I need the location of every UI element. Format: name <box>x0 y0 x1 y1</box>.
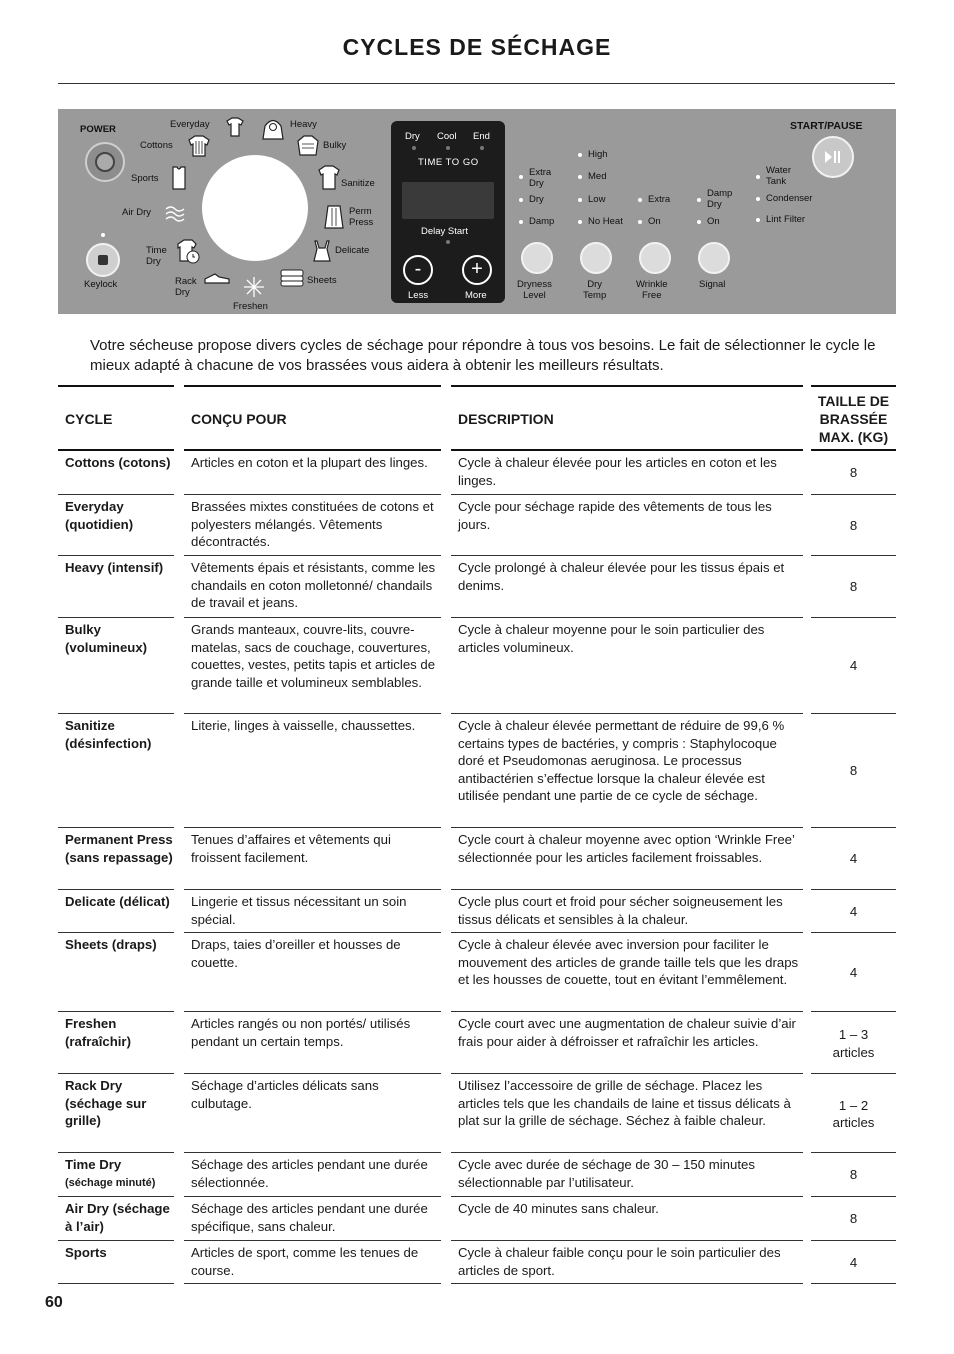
tshirt-icon <box>224 117 246 137</box>
row-divider <box>451 889 803 890</box>
row-divider <box>811 1073 896 1074</box>
row-divider <box>58 827 174 828</box>
cycle-max-load: 1 – 3 articles <box>832 1027 875 1060</box>
cycle-description: Cycle à chaleur élevée permettant de réduire de 99,6 % certains types de bactéries, y compris : Staphylocoque doré et Pseudomonas aeruginosa. Le processus antibactérien s’effectue lorsque la chaleur élevée est utilisée pendant une partie de ce cycle de séchage. <box>458 718 785 803</box>
row-divider <box>451 827 803 828</box>
cycle-label-time-dry: Time Dry <box>146 245 167 267</box>
row-divider <box>58 713 174 714</box>
cycle-max-load: 4 <box>849 1254 858 1270</box>
cotton-shirt-icon <box>186 135 212 157</box>
row-divider <box>58 494 174 495</box>
cycle-description: Cycle plus court et froid pour sécher soigneusement les tissus délicats et sensibles à la chaleur. <box>458 894 783 927</box>
row-divider <box>184 932 441 933</box>
row-divider <box>184 827 441 828</box>
cycle-designed-for: Tenues d’affaires et vêtements qui froissent facilement. <box>191 832 391 865</box>
row-divider <box>184 555 441 556</box>
dryness-level-button <box>521 242 553 274</box>
row-divider <box>451 617 803 618</box>
cycle-description: Cycle à chaleur faible conçu pour le soin particulier des articles de sport. <box>458 1245 781 1278</box>
row-divider <box>58 617 174 618</box>
cycle-max-load: 4 <box>849 903 858 919</box>
power-button <box>85 142 125 182</box>
cycle-dial <box>202 155 308 261</box>
indicator-water-tank: Water Tank <box>766 165 791 187</box>
row-divider <box>451 1283 803 1284</box>
cycle-name: Permanent Press (sans repassage) <box>65 832 173 865</box>
cycle-label-heavy: Heavy <box>290 119 317 130</box>
signal-label: Signal <box>699 279 726 290</box>
header-cycle: CYCLE <box>65 411 113 427</box>
cycle-description: Cycle court avec une augmentation de chaleur suivie d’air frais pour aider à défroisser et rafraîchir les articles. <box>458 1016 796 1049</box>
less-button: - <box>403 255 433 285</box>
row-divider <box>184 1240 441 1241</box>
cycle-label-freshen: Freshen <box>233 301 268 312</box>
cycle-description: Utilisez l’accessoire de grille de séchage. Placez les articles tels que les chandails de laine et tissus délicats à plat sur la grille de séchage. Séchez à faible chaleur. <box>458 1078 791 1128</box>
signal-button <box>698 242 730 274</box>
row-divider <box>811 1240 896 1241</box>
cycle-designed-for: Articles de sport, comme les tenues de course. <box>191 1245 419 1278</box>
row-divider <box>451 1011 803 1012</box>
dryness-level-label: Dryness Level <box>517 279 552 301</box>
cycle-name: Time Dry <box>65 1157 122 1172</box>
row-divider <box>58 889 174 890</box>
time-dry-icon <box>175 239 201 265</box>
cycle-name: Cottons (cotons) <box>65 455 171 470</box>
row-divider <box>451 494 803 495</box>
cycle-label-sports: Sports <box>131 173 159 184</box>
keylock-indicator <box>101 233 105 237</box>
cycle-max-load: 4 <box>849 964 858 980</box>
indicator-condenser: Condenser <box>766 193 813 204</box>
row-divider <box>58 1196 174 1197</box>
cycle-max-load: 1 – 2 articles <box>832 1097 875 1130</box>
option-signal-on: On <box>707 216 720 227</box>
air-dry-icon <box>164 203 186 225</box>
dry-temp-button <box>580 242 612 274</box>
row-divider <box>184 1283 441 1284</box>
row-divider <box>811 494 896 495</box>
row-divider <box>811 555 896 556</box>
keylock-button <box>86 243 120 277</box>
display-module <box>391 121 505 303</box>
cycle-description: Cycle à chaleur élevée pour les articles en coton et les linges. <box>458 455 777 488</box>
play-pause-icon <box>814 138 852 176</box>
cycle-max-load: 4 <box>849 851 858 866</box>
row-divider <box>811 617 896 618</box>
option-high: High <box>588 149 608 160</box>
row-divider <box>451 932 803 933</box>
row-divider <box>451 1073 803 1074</box>
cycle-label-sanitize: Sanitize <box>341 178 375 189</box>
row-divider <box>184 1011 441 1012</box>
keylock-label: Keylock <box>84 279 118 290</box>
more-label: More <box>465 290 487 301</box>
row-divider <box>58 1240 174 1241</box>
wrinkle-free-label: Wrinkle Free <box>636 279 668 301</box>
option-damp-dry: Damp Dry <box>707 188 733 210</box>
row-divider <box>451 1196 803 1197</box>
option-extra: Extra <box>648 194 671 205</box>
cycle-label-sheets: Sheets <box>307 275 337 286</box>
perm-press-icon <box>323 204 345 230</box>
cycle-designed-for: Articles en coton et la plupart des linges. <box>191 455 428 470</box>
option-med: Med <box>588 171 607 182</box>
row-divider <box>58 1073 174 1074</box>
option-extra-dry: Extra Dry <box>529 167 552 189</box>
row-divider <box>811 827 896 828</box>
start-pause-button <box>812 136 854 178</box>
cycle-name: Delicate (délicat) <box>65 894 170 909</box>
cycle-designed-for: Séchage des articles pendant une durée spécifique, sans chaleur. <box>191 1201 428 1234</box>
sheets-icon <box>279 268 305 288</box>
row-divider <box>451 555 803 556</box>
cycle-label-air-dry: Air Dry <box>122 207 152 218</box>
cycle-description: Cycle à chaleur moyenne pour le soin particulier des articles volumineux. <box>458 622 765 655</box>
header-designed-for: CONÇU POUR <box>191 411 287 427</box>
row-divider <box>184 1073 441 1074</box>
indicator-lint-filter: Lint Filter <box>766 214 806 225</box>
cycle-designed-for: Grands manteaux, couvre-lits, couvre-matelas, sacs de couchage, couvertures, couettes, vestes, petits tapis et articles de grande taille et volumineux semblables. <box>191 622 436 690</box>
row-divider <box>451 1152 803 1153</box>
sports-jersey-icon <box>170 165 188 191</box>
title-divider <box>58 83 895 84</box>
header-max-load: TAILLE DE BRASSÉE MAX. (KG) <box>817 393 890 445</box>
cycle-name-sub: (séchage minuté) <box>65 1177 156 1189</box>
delicate-icon <box>311 239 333 263</box>
option-low: Low <box>588 194 606 205</box>
row-divider <box>58 1011 174 1012</box>
row-divider <box>58 932 174 933</box>
bulky-jacket-icon <box>295 135 321 157</box>
power-label: POWER <box>80 124 116 135</box>
row-divider <box>451 713 803 714</box>
rack-dry-shoe-icon <box>203 269 231 285</box>
row-divider <box>58 1152 174 1153</box>
cycle-label-rack-dry: Rack Dry <box>175 276 197 298</box>
option-no-heat: No Heat <box>588 216 623 227</box>
hoodie-icon <box>261 117 285 141</box>
cycle-designed-for: Vêtements épais et résistants, comme les chandails en coton molletonné/ chandails de travail et jeans. <box>191 560 436 610</box>
row-divider <box>451 1240 803 1241</box>
cycle-description: Cycle de 40 minutes sans chaleur. <box>458 1201 659 1216</box>
control-panel-illustration <box>58 109 896 314</box>
cycle-name: Air Dry (séchage à l’air) <box>65 1201 170 1234</box>
wrinkle-free-button <box>639 242 671 274</box>
cycle-name: Sanitize (désinfection) <box>65 718 152 751</box>
cycle-description: Cycle prolongé à chaleur élevée pour les tissus épais et denims. <box>458 560 785 593</box>
start-pause-label: START/PAUSE <box>790 120 863 132</box>
row-divider <box>184 1152 441 1153</box>
cycle-max-load: 8 <box>849 1211 858 1226</box>
delay-start-label: Delay Start <box>421 226 468 237</box>
cycle-label-delicate: Delicate <box>335 245 370 256</box>
cycle-label-cottons: Cottons <box>140 140 173 151</box>
cycle-designed-for: Brassées mixtes constituées de cotons et polyesters mélangés. Vêtements décontractés. <box>191 499 434 549</box>
status-end: End <box>473 131 490 142</box>
row-divider <box>811 889 896 890</box>
status-cool: Cool <box>437 131 457 142</box>
intro-paragraph: Votre sécheuse propose divers cycles de séchage pour répondre à tous vos besoins. Le fait de sélectionner le cycle le mieux adapté à chacune de vos brassées vous aidera à obtenir les meilleurs résultats. <box>90 337 876 374</box>
row-divider <box>58 1283 174 1284</box>
cycle-max-load: 8 <box>849 517 858 533</box>
cycle-designed-for: Lingerie et tissus nécessitant un soin spécial. <box>191 894 407 927</box>
row-divider <box>811 1283 896 1284</box>
cycle-designed-for: Séchage des articles pendant une durée sélectionnée. <box>191 1157 428 1190</box>
cycle-max-load: 8 <box>849 763 858 778</box>
option-damp: Damp <box>529 216 555 227</box>
cycle-name: Sheets (draps) <box>65 937 157 952</box>
row-divider <box>184 713 441 714</box>
header-description: DESCRIPTION <box>458 411 554 427</box>
row-divider <box>184 1196 441 1197</box>
cycle-designed-for: Articles rangés ou non portés/ utilisés pendant un certain temps. <box>191 1016 411 1049</box>
cycle-name: Heavy (intensif) <box>65 560 164 575</box>
row-divider <box>811 932 896 933</box>
page-title: CYCLES DE SÉCHAGE <box>342 34 612 60</box>
row-divider <box>811 1196 896 1197</box>
time-to-go-label: TIME TO GO <box>418 157 479 168</box>
cycle-max-load: 4 <box>849 658 858 673</box>
cycle-label-everyday: Everyday <box>170 119 210 130</box>
cycle-description: Cycle avec durée de séchage de 30 – 150 minutes sélectionnable par l’utilisateur. <box>458 1157 755 1190</box>
cycle-description: Cycle à chaleur élevée avec inversion pour faciliter le mouvement des articles de grande taille tels que les draps et les housses de couette, tout en évitant l’emmêlement. <box>458 937 799 987</box>
dry-temp-label: Dry Temp <box>583 279 607 301</box>
cycle-max-load: 8 <box>849 465 858 480</box>
cycle-name: Sports <box>65 1245 107 1260</box>
cycle-name: Bulky (volumineux) <box>65 622 148 655</box>
status-dry: Dry <box>405 131 420 142</box>
option-dry: Dry <box>529 194 544 205</box>
row-divider <box>811 1152 896 1153</box>
page-number: 60 <box>45 1294 63 1311</box>
lcd-screen <box>402 182 494 219</box>
cycle-name: Freshen (rafraîchir) <box>65 1016 131 1049</box>
more-button: + <box>462 255 492 285</box>
cycle-max-load: 8 <box>849 579 858 594</box>
cycle-name: Everyday (quotidien) <box>65 499 134 532</box>
sanitize-shirt-icon <box>316 165 342 191</box>
cycle-description: Cycle court à chaleur moyenne avec option ‘Wrinkle Free’ sélectionnée pour les articles facilement froissables. <box>458 832 795 865</box>
cycle-max-load: 8 <box>849 1167 858 1182</box>
cycle-label-perm-press: Perm Press <box>349 206 374 228</box>
cycle-description: Cycle pour séchage rapide des vêtements de tous les jours. <box>458 499 772 532</box>
cycle-designed-for: Séchage d’articles délicats sans culbutage. <box>191 1078 379 1111</box>
row-divider <box>811 1011 896 1012</box>
cycle-designed-for: Draps, taies d’oreiller et housses de couette. <box>191 937 401 970</box>
cycle-label-bulky: Bulky <box>323 140 347 151</box>
less-label: Less <box>408 290 429 301</box>
row-divider <box>184 617 441 618</box>
freshen-sparkle-icon <box>242 275 266 299</box>
row-divider <box>184 889 441 890</box>
cycle-name: Rack Dry (séchage sur grille) <box>65 1078 147 1128</box>
row-divider <box>184 494 441 495</box>
option-wrinkle-on: On <box>648 216 661 227</box>
row-divider <box>811 713 896 714</box>
cycle-designed-for: Literie, linges à vaisselle, chaussettes. <box>191 718 416 733</box>
row-divider <box>58 555 174 556</box>
